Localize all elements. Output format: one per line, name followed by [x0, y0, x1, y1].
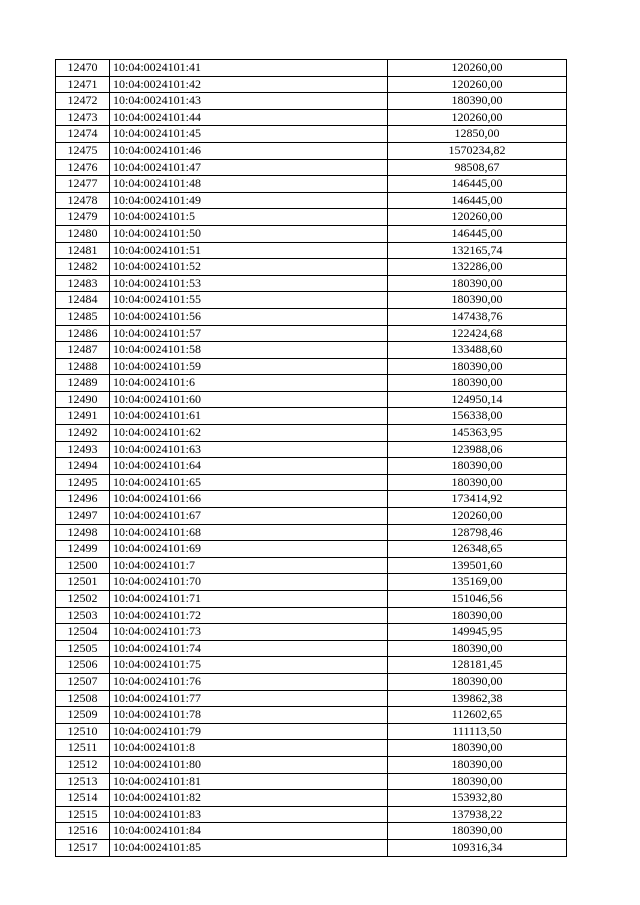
row-number-cell: 12478: [56, 192, 110, 209]
cadastral-number-cell: 10:04:0024101:80: [110, 756, 388, 773]
cadastral-number-cell: 10:04:0024101:8: [110, 740, 388, 757]
amount-cell: 12850,00: [388, 126, 567, 143]
row-number-cell: 12471: [56, 76, 110, 93]
row-number-cell: 12479: [56, 209, 110, 226]
amount-cell: 137938,22: [388, 806, 567, 823]
table-row: [56, 673, 567, 690]
amount-cell: 153932,80: [388, 790, 567, 807]
amount-cell: 132286,00: [388, 259, 567, 276]
amount-cell: 133488,60: [388, 342, 567, 359]
table-body: [56, 60, 567, 857]
amount-cell: 180390,00: [388, 474, 567, 491]
amount-cell: 146445,00: [388, 176, 567, 193]
table-row: [56, 491, 567, 508]
table-row: [56, 275, 567, 292]
cadastral-number-cell: 10:04:0024101:63: [110, 441, 388, 458]
table-row: [56, 640, 567, 657]
table-row: [56, 756, 567, 773]
cadastral-number-cell: 10:04:0024101:52: [110, 259, 388, 276]
table-row: [56, 242, 567, 259]
amount-cell: 149945,95: [388, 624, 567, 641]
row-number-cell: 12509: [56, 707, 110, 724]
cadastral-number-cell: 10:04:0024101:46: [110, 142, 388, 159]
row-number-cell: 12474: [56, 126, 110, 143]
table-row: [56, 839, 567, 856]
table-row: [56, 259, 567, 276]
cadastral-number-cell: 10:04:0024101:48: [110, 176, 388, 193]
row-number-cell: 12499: [56, 541, 110, 558]
amount-cell: 1570234,82: [388, 142, 567, 159]
cadastral-number-cell: 10:04:0024101:56: [110, 308, 388, 325]
cadastral-number-cell: 10:04:0024101:60: [110, 391, 388, 408]
table-row: [56, 773, 567, 790]
cadastral-number-cell: 10:04:0024101:66: [110, 491, 388, 508]
cadastral-number-cell: 10:04:0024101:84: [110, 823, 388, 840]
table-row: [56, 76, 567, 93]
amount-cell: 112602,65: [388, 707, 567, 724]
amount-cell: 120260,00: [388, 60, 567, 77]
amount-cell: 180390,00: [388, 673, 567, 690]
table-row: [56, 225, 567, 242]
cadastral-number-cell: 10:04:0024101:6: [110, 375, 388, 392]
amount-cell: 120260,00: [388, 76, 567, 93]
cadastral-number-cell: 10:04:0024101:78: [110, 707, 388, 724]
row-number-cell: 12495: [56, 474, 110, 491]
table-row: [56, 308, 567, 325]
row-number-cell: 12503: [56, 607, 110, 624]
table-row: [56, 391, 567, 408]
table-row: [56, 790, 567, 807]
table-row: [56, 441, 567, 458]
cadastral-number-cell: 10:04:0024101:49: [110, 192, 388, 209]
amount-cell: 180390,00: [388, 358, 567, 375]
cadastral-number-cell: 10:04:0024101:50: [110, 225, 388, 242]
cadastral-number-cell: 10:04:0024101:7: [110, 557, 388, 574]
amount-cell: 180390,00: [388, 375, 567, 392]
table-row: [56, 192, 567, 209]
amount-cell: 180390,00: [388, 292, 567, 309]
cadastral-number-cell: 10:04:0024101:83: [110, 806, 388, 823]
row-number-cell: 12510: [56, 723, 110, 740]
row-number-cell: 12517: [56, 839, 110, 856]
table-row: [56, 806, 567, 823]
row-number-cell: 12513: [56, 773, 110, 790]
amount-cell: 180390,00: [388, 607, 567, 624]
amount-cell: 180390,00: [388, 275, 567, 292]
amount-cell: 135169,00: [388, 574, 567, 591]
table-row: [56, 524, 567, 541]
table-row: [56, 292, 567, 309]
row-number-cell: 12475: [56, 142, 110, 159]
table-row: [56, 591, 567, 608]
table-row: [56, 458, 567, 475]
cadastral-number-cell: 10:04:0024101:41: [110, 60, 388, 77]
row-number-cell: 12476: [56, 159, 110, 176]
amount-cell: 120260,00: [388, 209, 567, 226]
table-row: [56, 723, 567, 740]
cadastral-number-cell: 10:04:0024101:64: [110, 458, 388, 475]
row-number-cell: 12508: [56, 690, 110, 707]
row-number-cell: 12504: [56, 624, 110, 641]
row-number-cell: 12486: [56, 325, 110, 342]
cadastral-number-cell: 10:04:0024101:58: [110, 342, 388, 359]
row-number-cell: 12485: [56, 308, 110, 325]
cadastral-number-cell: 10:04:0024101:62: [110, 425, 388, 442]
amount-cell: 180390,00: [388, 773, 567, 790]
amount-cell: 120260,00: [388, 109, 567, 126]
row-number-cell: 12515: [56, 806, 110, 823]
row-number-cell: 12482: [56, 259, 110, 276]
cadastral-number-cell: 10:04:0024101:59: [110, 358, 388, 375]
cadastral-number-cell: 10:04:0024101:65: [110, 474, 388, 491]
cadastral-number-cell: 10:04:0024101:53: [110, 275, 388, 292]
amount-cell: 122424,68: [388, 325, 567, 342]
row-number-cell: 12492: [56, 425, 110, 442]
row-number-cell: 12481: [56, 242, 110, 259]
cadastral-number-cell: 10:04:0024101:61: [110, 408, 388, 425]
amount-cell: 180390,00: [388, 93, 567, 110]
cadastral-number-cell: 10:04:0024101:57: [110, 325, 388, 342]
row-number-cell: 12477: [56, 176, 110, 193]
amount-cell: 156338,00: [388, 408, 567, 425]
row-number-cell: 12490: [56, 391, 110, 408]
document-page: [55, 59, 566, 857]
table-row: [56, 325, 567, 342]
row-number-cell: 12502: [56, 591, 110, 608]
cadastral-number-cell: 10:04:0024101:79: [110, 723, 388, 740]
table-row: [56, 740, 567, 757]
cadastral-number-cell: 10:04:0024101:5: [110, 209, 388, 226]
table-row: [56, 60, 567, 77]
cadastral-number-cell: 10:04:0024101:81: [110, 773, 388, 790]
amount-cell: 180390,00: [388, 756, 567, 773]
row-number-cell: 12493: [56, 441, 110, 458]
cadastral-number-cell: 10:04:0024101:76: [110, 673, 388, 690]
table-row: [56, 425, 567, 442]
table-row: [56, 607, 567, 624]
row-number-cell: 12488: [56, 358, 110, 375]
cadastral-number-cell: 10:04:0024101:72: [110, 607, 388, 624]
row-number-cell: 12514: [56, 790, 110, 807]
row-number-cell: 12472: [56, 93, 110, 110]
amount-cell: 151046,56: [388, 591, 567, 608]
cadastral-number-cell: 10:04:0024101:47: [110, 159, 388, 176]
cadastral-number-cell: 10:04:0024101:82: [110, 790, 388, 807]
table-row: [56, 342, 567, 359]
table-row: [56, 93, 567, 110]
amount-cell: 109316,34: [388, 839, 567, 856]
row-number-cell: 12497: [56, 508, 110, 525]
table-row: [56, 358, 567, 375]
amount-cell: 126348,65: [388, 541, 567, 558]
row-number-cell: 12491: [56, 408, 110, 425]
amount-cell: 147438,76: [388, 308, 567, 325]
cadastral-number-cell: 10:04:0024101:85: [110, 839, 388, 856]
cadastral-number-cell: 10:04:0024101:73: [110, 624, 388, 641]
amount-cell: 128798,46: [388, 524, 567, 541]
table-row: [56, 474, 567, 491]
row-number-cell: 12483: [56, 275, 110, 292]
amount-cell: 111113,50: [388, 723, 567, 740]
table-row: [56, 574, 567, 591]
cadastral-number-cell: 10:04:0024101:68: [110, 524, 388, 541]
row-number-cell: 12484: [56, 292, 110, 309]
table-row: [56, 126, 567, 143]
cadastral-number-cell: 10:04:0024101:71: [110, 591, 388, 608]
table-row: [56, 375, 567, 392]
amount-cell: 98508,67: [388, 159, 567, 176]
amount-cell: 173414,92: [388, 491, 567, 508]
table-row: [56, 159, 567, 176]
row-number-cell: 12501: [56, 574, 110, 591]
cadastral-number-cell: 10:04:0024101:42: [110, 76, 388, 93]
table-row: [56, 657, 567, 674]
amount-cell: 180390,00: [388, 458, 567, 475]
cadastral-number-cell: 10:04:0024101:69: [110, 541, 388, 558]
cadastral-number-cell: 10:04:0024101:67: [110, 508, 388, 525]
amount-cell: 180390,00: [388, 740, 567, 757]
row-number-cell: 12496: [56, 491, 110, 508]
row-number-cell: 12494: [56, 458, 110, 475]
row-number-cell: 12500: [56, 557, 110, 574]
table-row: [56, 176, 567, 193]
table-row: [56, 508, 567, 525]
cadastral-number-cell: 10:04:0024101:45: [110, 126, 388, 143]
cadastral-value-table: [55, 59, 567, 857]
cadastral-number-cell: 10:04:0024101:44: [110, 109, 388, 126]
amount-cell: 146445,00: [388, 225, 567, 242]
cadastral-number-cell: 10:04:0024101:75: [110, 657, 388, 674]
table-row: [56, 142, 567, 159]
row-number-cell: 12470: [56, 60, 110, 77]
cadastral-number-cell: 10:04:0024101:77: [110, 690, 388, 707]
cadastral-number-cell: 10:04:0024101:70: [110, 574, 388, 591]
table-row: [56, 541, 567, 558]
row-number-cell: 12505: [56, 640, 110, 657]
table-row: [56, 823, 567, 840]
amount-cell: 123988,06: [388, 441, 567, 458]
amount-cell: 128181,45: [388, 657, 567, 674]
table-row: [56, 109, 567, 126]
cadastral-number-cell: 10:04:0024101:43: [110, 93, 388, 110]
row-number-cell: 12511: [56, 740, 110, 757]
amount-cell: 146445,00: [388, 192, 567, 209]
row-number-cell: 12473: [56, 109, 110, 126]
amount-cell: 180390,00: [388, 640, 567, 657]
row-number-cell: 12489: [56, 375, 110, 392]
table-row: [56, 209, 567, 226]
amount-cell: 132165,74: [388, 242, 567, 259]
amount-cell: 120260,00: [388, 508, 567, 525]
cadastral-number-cell: 10:04:0024101:51: [110, 242, 388, 259]
table-row: [56, 557, 567, 574]
table-row: [56, 624, 567, 641]
cadastral-number-cell: 10:04:0024101:74: [110, 640, 388, 657]
amount-cell: 180390,00: [388, 823, 567, 840]
amount-cell: 145363,95: [388, 425, 567, 442]
row-number-cell: 12480: [56, 225, 110, 242]
amount-cell: 139501,60: [388, 557, 567, 574]
cadastral-number-cell: 10:04:0024101:55: [110, 292, 388, 309]
table-row: [56, 707, 567, 724]
amount-cell: 124950,14: [388, 391, 567, 408]
row-number-cell: 12512: [56, 756, 110, 773]
table-row: [56, 690, 567, 707]
row-number-cell: 12507: [56, 673, 110, 690]
amount-cell: 139862,38: [388, 690, 567, 707]
row-number-cell: 12506: [56, 657, 110, 674]
row-number-cell: 12516: [56, 823, 110, 840]
row-number-cell: 12487: [56, 342, 110, 359]
table-row: [56, 408, 567, 425]
row-number-cell: 12498: [56, 524, 110, 541]
